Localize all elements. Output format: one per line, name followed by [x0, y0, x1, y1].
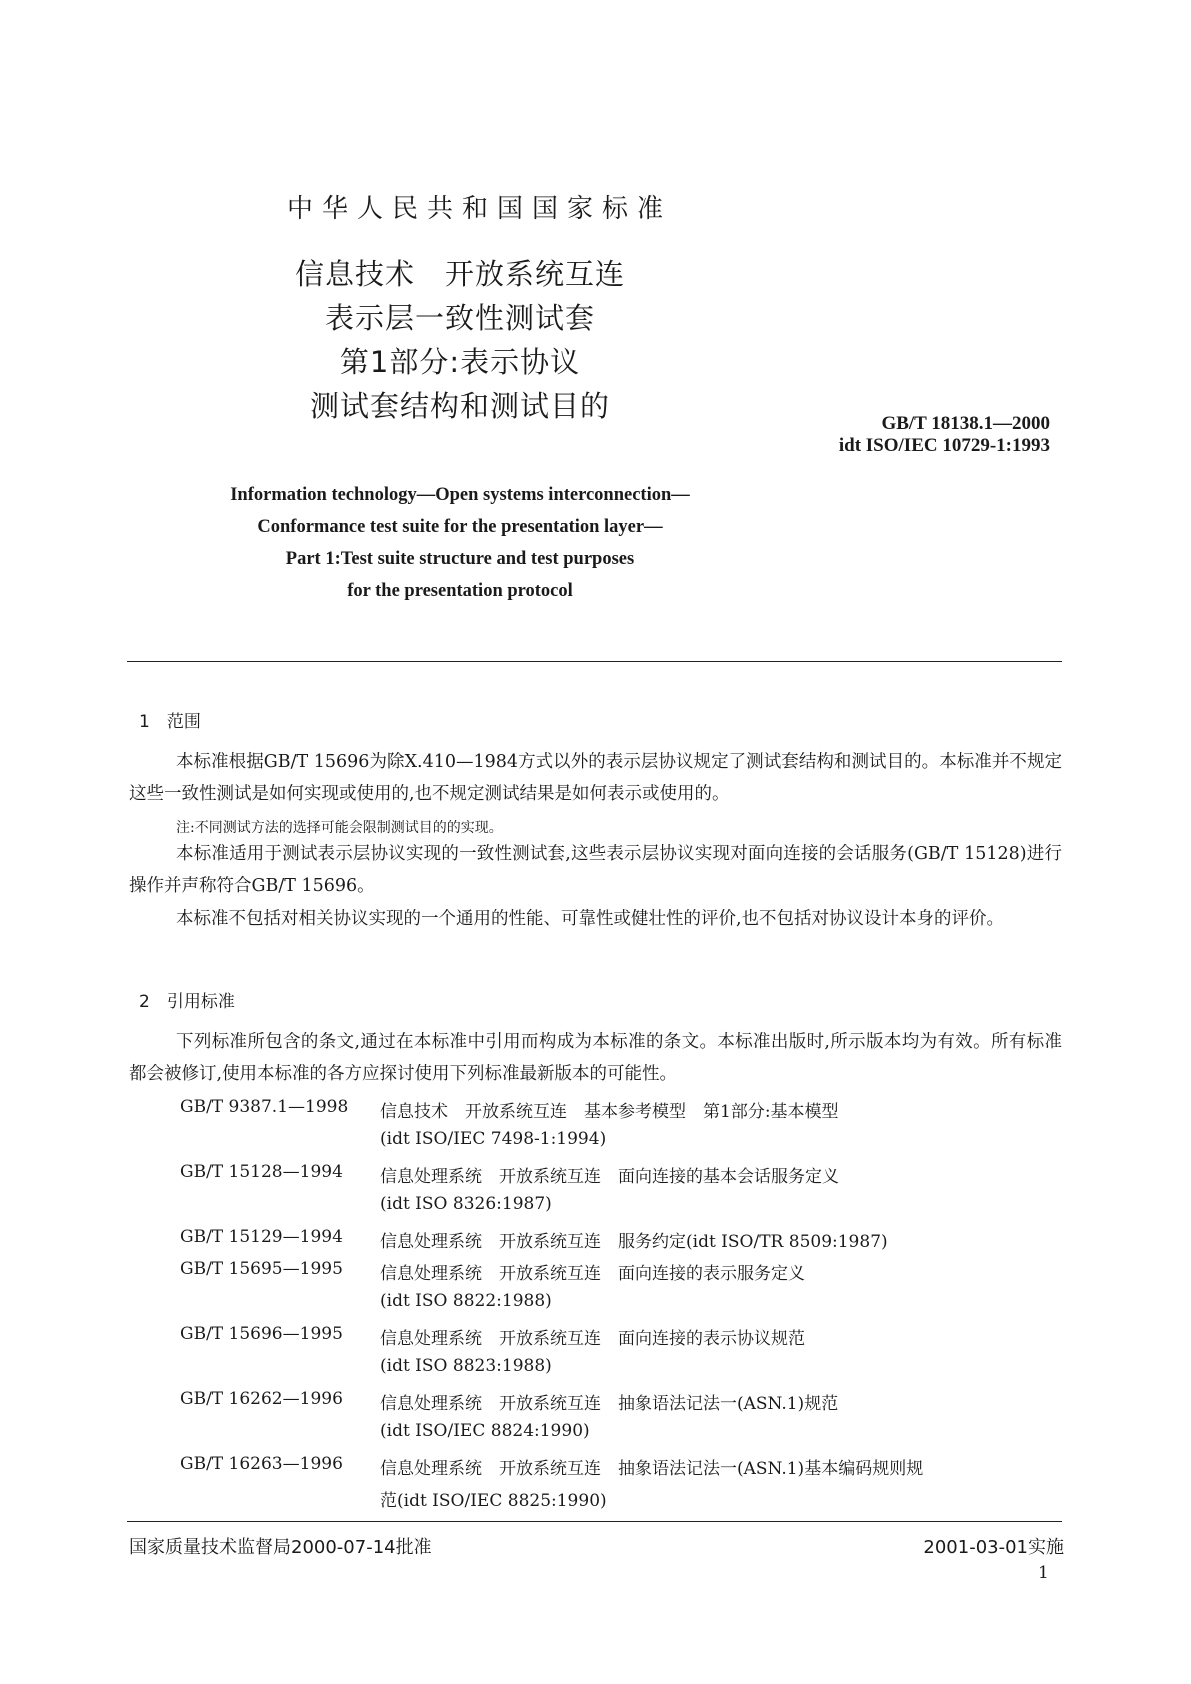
national-standard-label: 中华人民共和国国家标准: [287, 194, 673, 224]
en-title-line-1: Information technology—Open systems interconnection—: [230, 485, 690, 505]
section-1-paragraph-1: 本标准根据GB/T 15696为除X.410—1984方式以外的表示层协议规定了测试套结构和测试目的。本标准并不规定这些一致性测试是如何实现或使用的,也不规定测试结果是如何表示或使用的。: [129, 752, 1062, 804]
ref-code: GB/T 15695—1995: [180, 1259, 343, 1279]
en-title-line-4: for the presentation protocol: [347, 581, 573, 601]
ref-continuation: (idt ISO/IEC 8824:1990): [380, 1421, 590, 1441]
ref-code: GB/T 16262—1996: [180, 1389, 343, 1409]
ref-continuation: (idt ISO 8326:1987): [380, 1194, 552, 1214]
standard-identical: idt ISO/IEC 10729-1:1993: [838, 435, 1050, 456]
footer-divider: [127, 1521, 1062, 1522]
section-2-paragraph-1: 下列标准所包含的条文,通过在本标准中引用而构成为本标准的条文。本标准出版时,所示版本均为有效。所有标准都会被修订,使用本标准的各方应探讨使用下列标准最新版本的可能性。: [129, 1032, 1062, 1084]
section-1-paragraph-2: 本标准适用于测试表示层协议实现的一致性测试套,这些表示层协议实现对面向连接的会话服务(GB/T 15128)进行操作并声称符合GB/T 15696。: [129, 844, 1062, 896]
standard-code: [760, 413, 1050, 457]
section-1-paragraph-3: 本标准不包括对相关协议实现的一个通用的性能、可靠性或健壮性的评价,也不包括对协议设计本身的评价。: [176, 909, 1005, 929]
ref-title: 信息处理系统 开放系统互连 面向连接的表示服务定义: [380, 1264, 805, 1284]
en-title-line-2: Conformance test suite for the presentation layer—: [257, 517, 663, 537]
ref-title: 信息处理系统 开放系统互连 服务约定(idt ISO/TR 8509:1987): [380, 1232, 888, 1252]
zh-title-line-2: 表示层一致性测试套: [324, 301, 595, 335]
zh-title-line-1: 信息技术 开放系统互连: [294, 257, 625, 291]
effective-date: 2001-03-01实施: [923, 1537, 1064, 1558]
section-1-note: 注:不同测试方法的选择可能会限制测试目的的实现。: [176, 820, 503, 836]
section-2-heading: 2 引用标准: [139, 992, 235, 1012]
ref-continuation: (idt ISO 8822:1988): [380, 1291, 552, 1311]
ref-continuation: (idt ISO 8823:1988): [380, 1356, 552, 1376]
ref-title: 信息处理系统 开放系统互连 抽象语法记法一(ASN.1)规范: [380, 1394, 839, 1414]
ref-continuation: 范(idt ISO/IEC 8825:1990): [380, 1491, 607, 1511]
page-number: 1: [1038, 1563, 1049, 1583]
zh-title-line-3: 第1部分:表示协议: [339, 345, 581, 379]
ref-title: 信息技术 开放系统互连 基本参考模型 第1部分:基本模型: [380, 1102, 839, 1122]
ref-continuation: (idt ISO/IEC 7498-1:1994): [380, 1129, 607, 1149]
header-divider: [127, 661, 1062, 662]
zh-title-line-4: 测试套结构和测试目的: [309, 389, 610, 423]
ref-code: GB/T 15128—1994: [180, 1162, 343, 1182]
en-title-line-3: Part 1:Test suite structure and test purposes: [285, 549, 635, 569]
ref-code: GB/T 15696—1995: [180, 1324, 343, 1344]
ref-code: GB/T 16263—1996: [180, 1454, 343, 1474]
approval-date: 国家质量技术监督局2000-07-14批准: [129, 1537, 432, 1558]
standard-number: GB/T 18138.1—2000: [881, 413, 1050, 434]
section-1-heading: 1 范围: [139, 712, 201, 732]
ref-code: GB/T 15129—1994: [180, 1227, 343, 1247]
ref-code: GB/T 9387.1—1998: [180, 1097, 349, 1117]
ref-title: 信息处理系统 开放系统互连 面向连接的基本会话服务定义: [380, 1167, 839, 1187]
ref-title: 信息处理系统 开放系统互连 面向连接的表示协议规范: [380, 1329, 805, 1349]
ref-title: 信息处理系统 开放系统互连 抽象语法记法一(ASN.1)基本编码规则规: [380, 1459, 924, 1479]
